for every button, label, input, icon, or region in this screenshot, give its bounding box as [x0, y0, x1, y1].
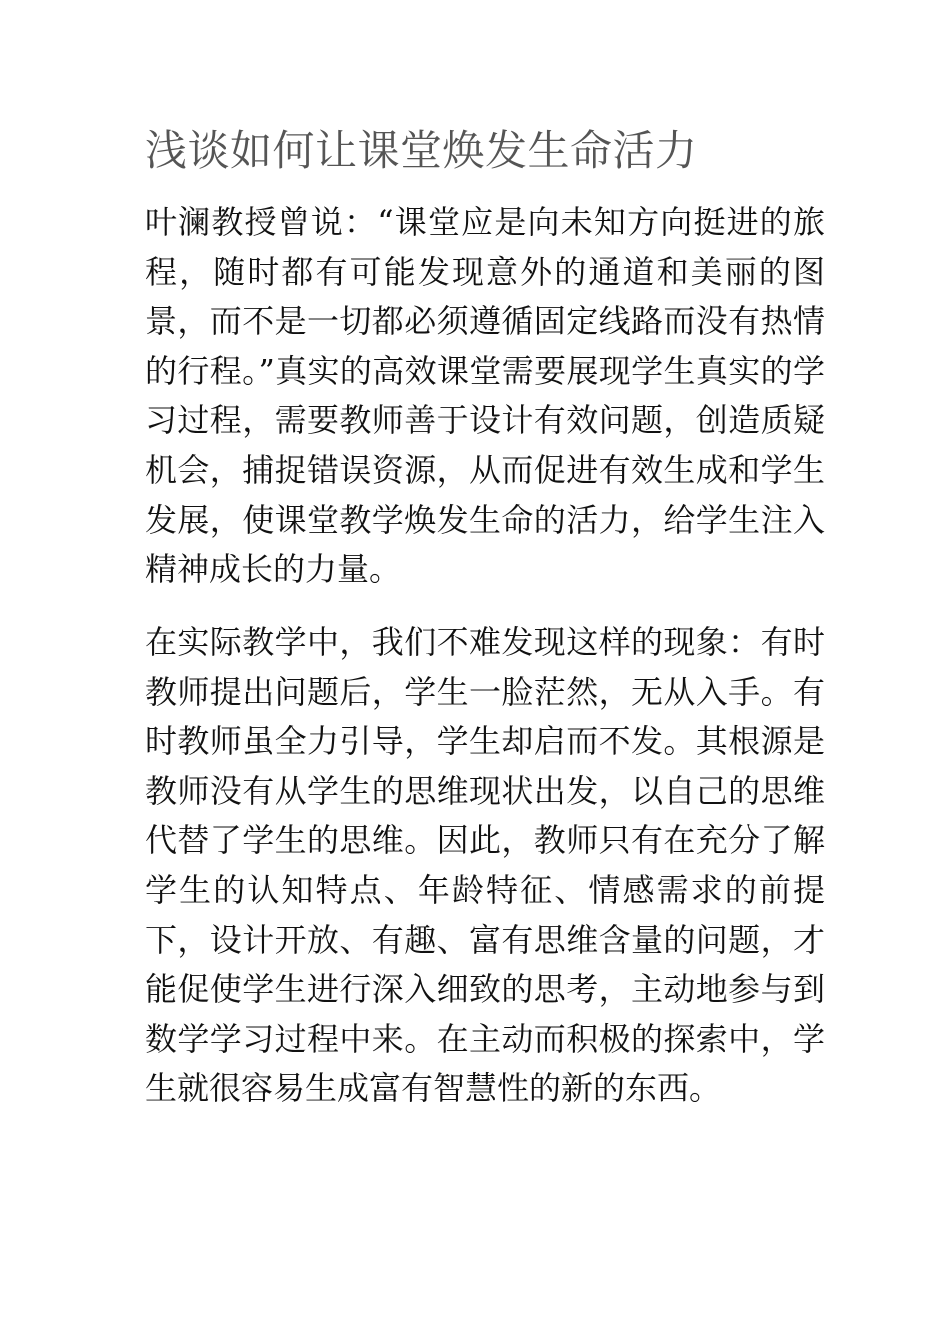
paragraph-teaching-practice: 在实际教学中，我们不难发现这样的现象：有时教师提出问题后，学生一脸茫然，无从入手。有时教师虽全力引导，学生却启而不发。其根源是教师没有从学生的思维现状出发，以自己的思维代替了学生的思维。因此，教师只有在充分了解学生的认知特点、年龄特征、情感需求的前提下，设计开放、有趣、富有思维含量的问题，才能促使学生进行深入细致的思考，主动地参与到数学学习过程中来。在主动而积极的探索中，学生就很容易生成富有智慧性的新的东西。 — [145, 623, 825, 1108]
paragraph-intro: 叶澜教授曾说：“课堂应是向未知方向挺进的旅程，随时都有可能发现意外的通道和美丽的图景，而不是一切都必须遵循固定线路而没有热情的行程。”真实的高效课堂需要展现学生真实的学习过程，需要教师善于设计有效问题，创造质疑机会，捕捉错误资源，从而促进有效生成和学生发展，使课堂教学焕发生命的活力，给学生注入精神成长的力量。 — [145, 203, 825, 589]
document-title: 浅谈如何让课堂焕发生命活力 — [145, 126, 698, 175]
